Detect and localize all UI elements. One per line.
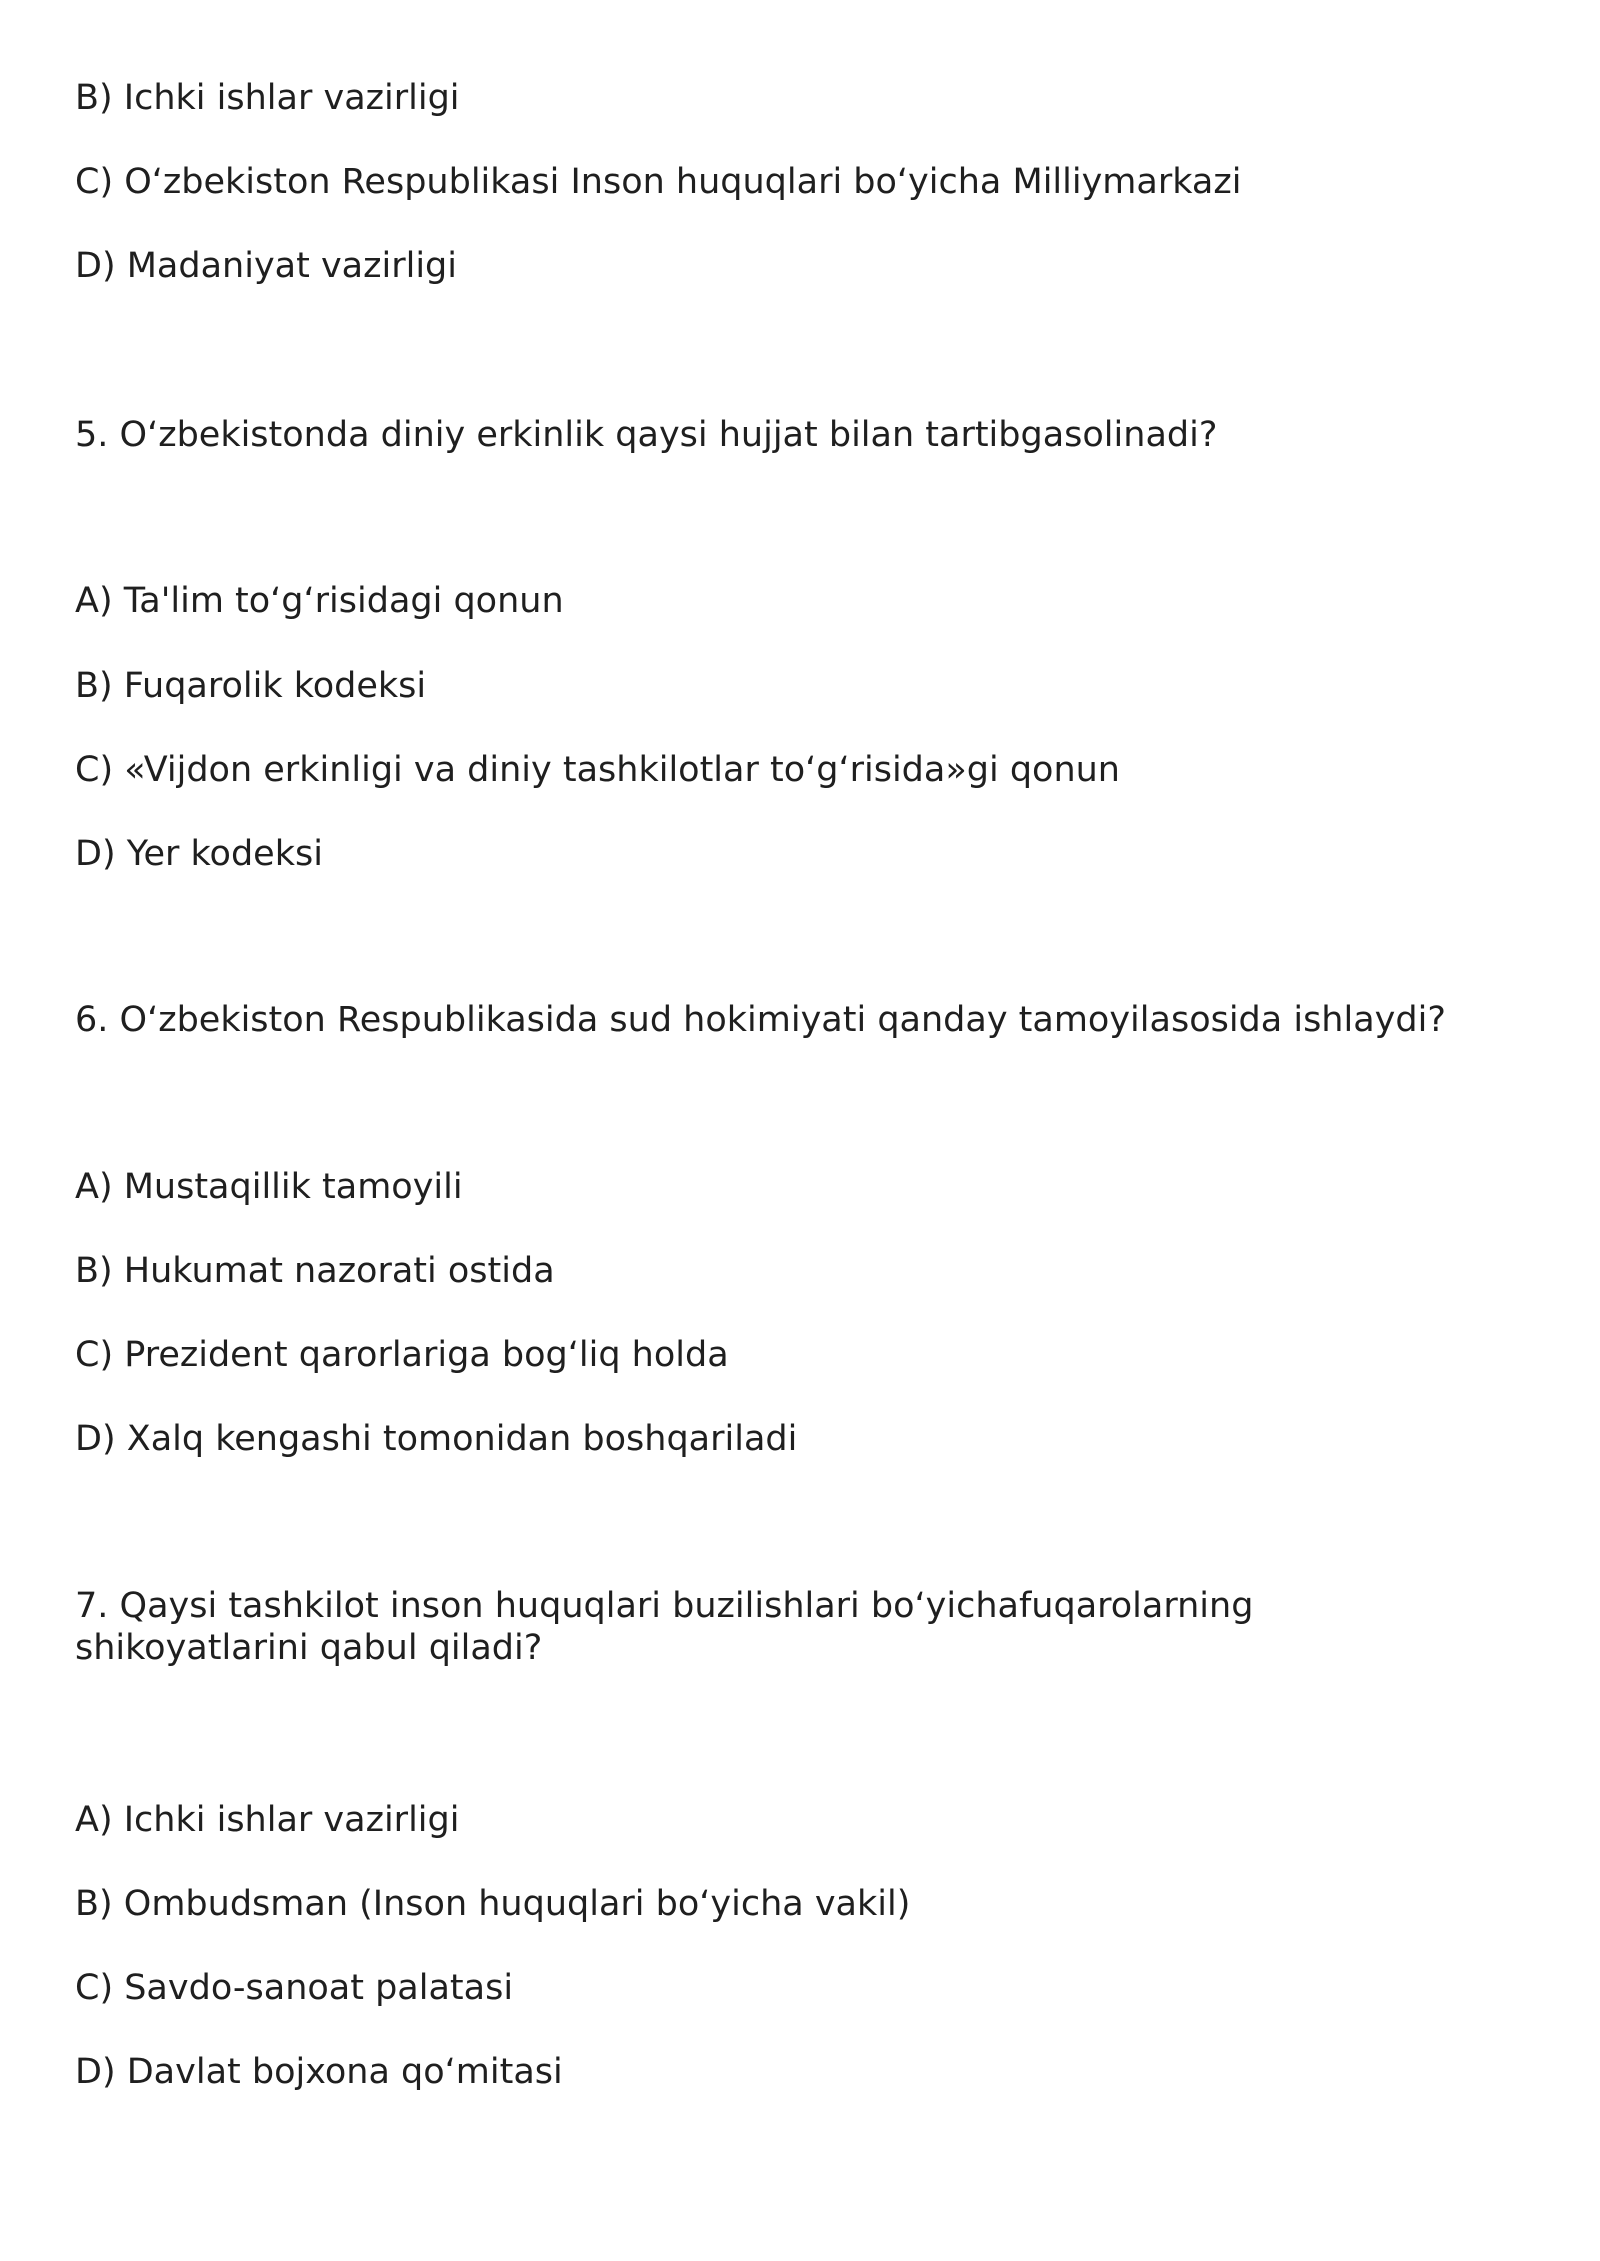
q6-question: 6. O‘zbekiston Respublikasida sud hokimiyati qanday tamoyilasosida ishlaydi? (75, 1000, 1446, 1040)
q6-option-c: C) Prezident qarorlariga bog‘liq holda (75, 1335, 729, 1375)
q5-option-b: B) Fuqarolik kodeksi (75, 666, 427, 706)
q6-option-d: D) Xalq kengashi tomonidan boshqariladi (75, 1419, 798, 1459)
q6-option-b: B) Hukumat nazorati ostida (75, 1251, 555, 1291)
q7-question: 7. Qaysi tashkilot inson huquqlari buzilishlari bo‘yichafuqarolarning shikoyatlarini qabul qiladi? (75, 1586, 1254, 1668)
q4-option-b: B) Ichki ishlar vazirligi (75, 78, 460, 118)
q7-option-b: B) Ombudsman (Inson huquqlari bo‘yicha vakil) (75, 1884, 911, 1924)
q5-option-c: C) «Vijdon erkinligi va diniy tashkilotlar to‘g‘risida»gi qonun (75, 750, 1120, 790)
q7-option-c: C) Savdo-sanoat palatasi (75, 1968, 514, 2008)
q5-option-a: A) Ta'lim to‘g‘risidagi qonun (75, 581, 564, 621)
q7-option-d: D) Davlat bojxona qo‘mitasi (75, 2052, 563, 2092)
q6-option-a: A) Mustaqillik tamoyili (75, 1167, 463, 1207)
q5-question: 5. O‘zbekistonda diniy erkinlik qaysi hujjat bilan tartibgasolinadi? (75, 415, 1218, 455)
q7-option-a: A) Ichki ishlar vazirligi (75, 1800, 460, 1840)
q4-option-c: C) O‘zbekiston Respublikasi Inson huquqlari bo‘yicha Milliymarkazi (75, 162, 1242, 202)
q4-option-d: D) Madaniyat vazirligi (75, 246, 457, 286)
q5-option-d: D) Yer kodeksi (75, 834, 323, 874)
